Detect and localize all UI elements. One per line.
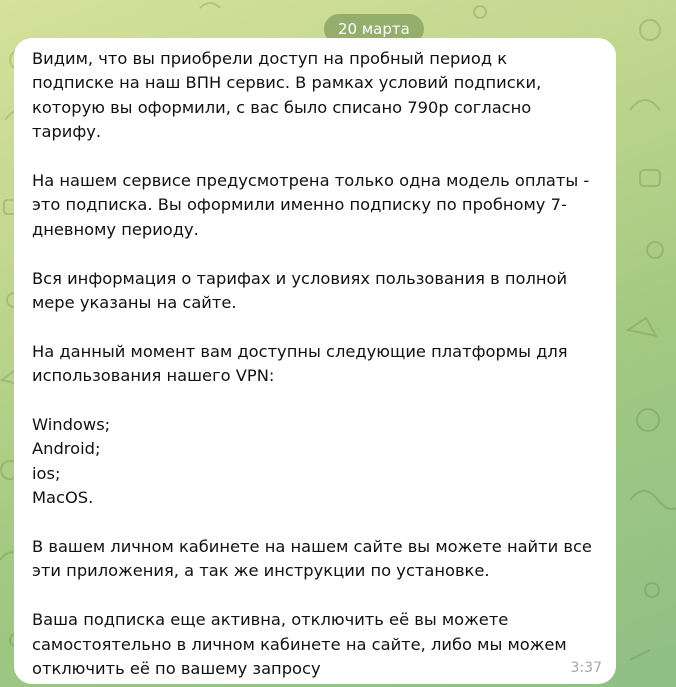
message-text bbox=[32, 47, 602, 681]
platform-list: Windows; Android; ios; MacOS. bbox=[32, 415, 111, 508]
message-paragraph: Вся информация о тарифах и условиях пользования в полной мере указаны на сайте. bbox=[32, 268, 568, 313]
message-paragraph: Ваша подписка еще активна, отключить её вы можете самостоятельно в личном кабинете на сайте, либо мы можем отключить её по вашему запросу bbox=[32, 610, 567, 679]
message-paragraph: На данный момент вам доступны следующие платформы для использования нашего VPN: bbox=[32, 341, 568, 386]
message-paragraph: На нашем сервисе предусмотрена только одна модель оплаты - это подписка. Вы оформили именно подписку по пробному 7- дневному периоду. bbox=[32, 171, 590, 239]
message-bubble[interactable] bbox=[14, 38, 616, 684]
date-separator: 20 марта bbox=[324, 14, 424, 44]
message-paragraph: Видим, что вы приобрели доступ на пробный период к подписке на наш ВПН сервис. В рамках условий подписки, которую вы оформили, с вас было списано 790р согласно тарифу. bbox=[32, 49, 542, 142]
message-paragraph: В вашем личном кабинете на нашем сайте вы можете найти все эти приложения, а так же инструкции по установке. bbox=[32, 537, 592, 581]
message-time: 3:37 bbox=[570, 660, 602, 676]
